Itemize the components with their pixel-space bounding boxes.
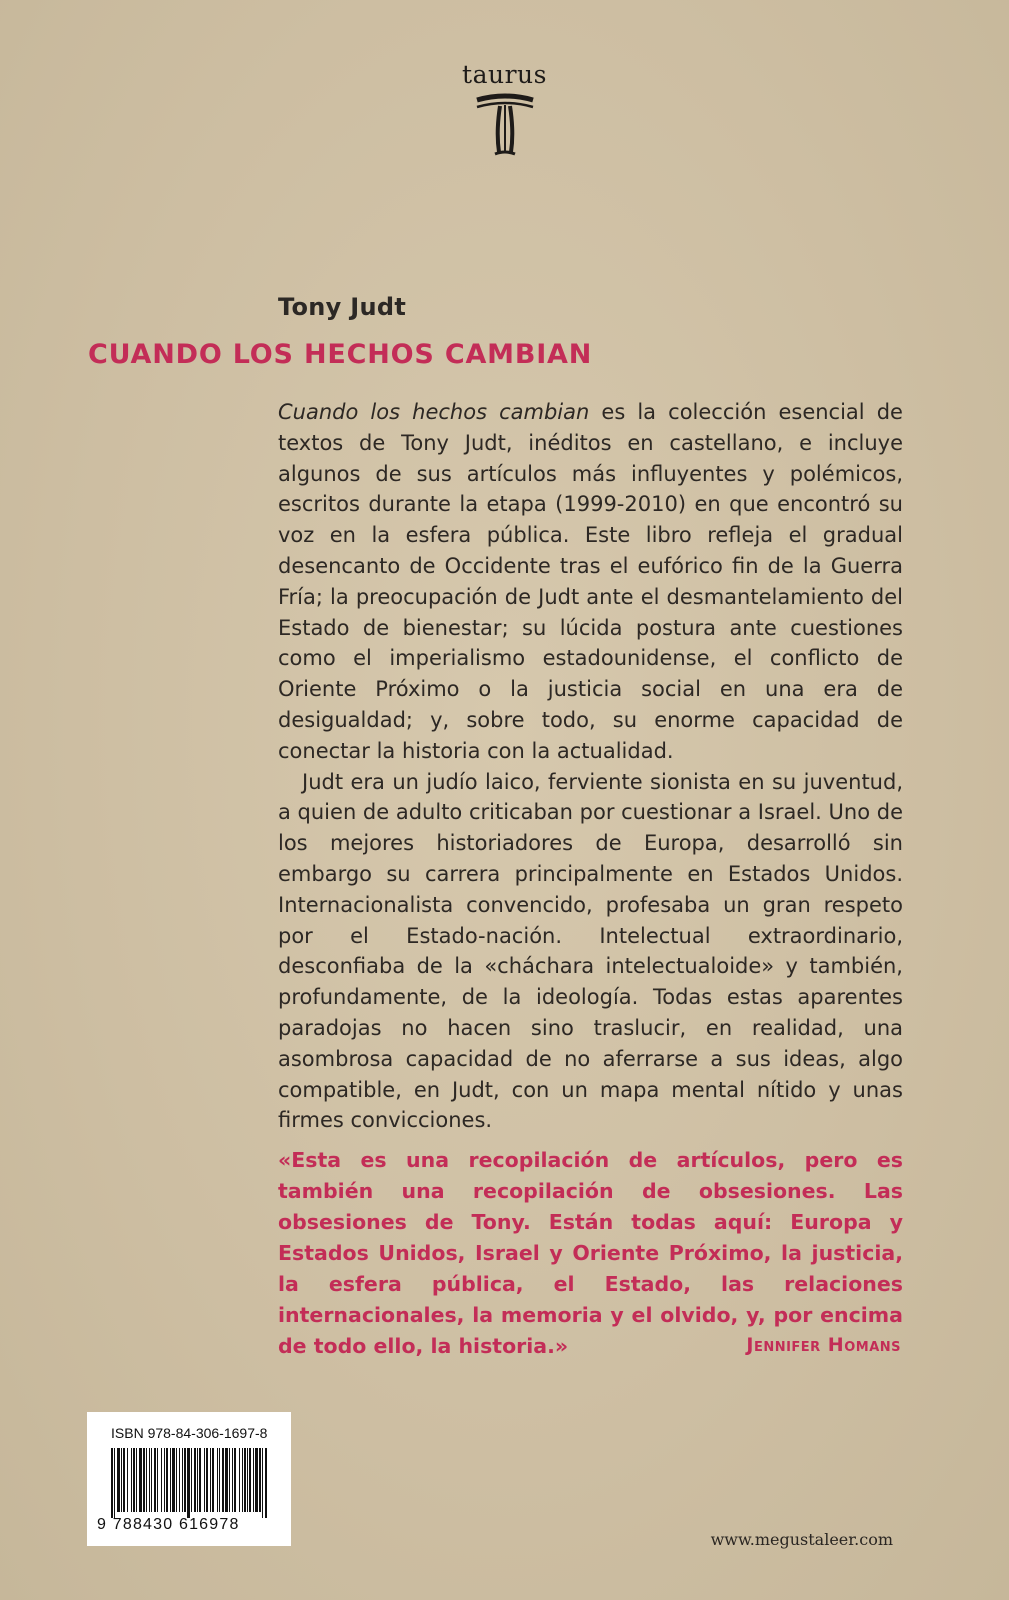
barcode-bar bbox=[232, 1448, 233, 1512]
quote-author: Jennifer Homans bbox=[746, 1334, 901, 1356]
barcode-bar bbox=[172, 1448, 175, 1512]
publisher-header bbox=[0, 60, 1009, 158]
barcode-bar bbox=[222, 1448, 224, 1512]
barcode-bar bbox=[151, 1448, 152, 1512]
barcode-bar bbox=[184, 1448, 186, 1512]
barcode-bar bbox=[133, 1448, 135, 1512]
barcode-bar bbox=[117, 1448, 120, 1512]
barcode-bar bbox=[176, 1448, 177, 1512]
website-url: www.megustaleer.com bbox=[710, 1530, 893, 1549]
barcode-bar bbox=[149, 1448, 150, 1512]
barcode-bar bbox=[234, 1448, 236, 1512]
barcode-bar bbox=[247, 1448, 248, 1512]
barcode-bar bbox=[217, 1448, 218, 1512]
isbn-barcode bbox=[87, 1412, 291, 1546]
barcode-bar bbox=[157, 1448, 158, 1512]
barcode-bar bbox=[139, 1448, 142, 1512]
barcode-bar bbox=[170, 1448, 171, 1512]
barcode-bar bbox=[206, 1448, 208, 1512]
publisher-name: taurus bbox=[462, 60, 547, 89]
barcode-bar bbox=[239, 1448, 240, 1512]
barcode-bar bbox=[194, 1448, 196, 1512]
synopsis-paragraph-1-text: es la colección esencial de textos de Tony Judt, inéditos en castellano, e incluye algunos de sus artículos más influyentes y polémicos, escritos durante la etapa (1999-2010) en que encontró su voz en la esfera pública. Este libro refleja el gradual desencanto de Occidente tras el eufórico fin de la Guerra Fría; la preocupación de Judt ante el desmantelamiento del Estado de bienestar; su lúcida postura ante cuestiones como el imperialismo estadounidense, el conflicto de Oriente Próximo o la justicia social en una era de desigualdad; y, sobre todo, su enorme capacidad de conectar la historia con la actualidad. bbox=[278, 400, 903, 763]
barcode-bar bbox=[262, 1448, 263, 1518]
barcode-bar bbox=[191, 1448, 192, 1512]
barcode-bar bbox=[229, 1448, 230, 1512]
barcode-bar bbox=[146, 1448, 147, 1512]
barcode-bar bbox=[187, 1448, 190, 1518]
publisher-logo-icon bbox=[474, 92, 536, 158]
review-quote: «Esta es una recopilación de artículos, pero es también una recopilación de obsesiones. Las obsesiones de Tony. Están todas aquí: Europa y Estados Unidos, Israel y Oriente Próximo, la justicia, la esfera pública, el Estado, las relaciones internacionales, la memoria y el olvido, y, por encima de todo ello, la historia.» bbox=[278, 1148, 903, 1358]
barcode-bar bbox=[154, 1448, 156, 1512]
synopsis-paragraph-1 bbox=[278, 397, 903, 767]
barcode-bar bbox=[255, 1448, 258, 1512]
barcode-bar bbox=[161, 1448, 162, 1512]
synopsis-paragraph-2: Judt era un judío laico, ferviente sionista en su juventud, a quien de adulto criticaban por cuestionar a Israel. Uno de los mejores historiadores de Europa, desarrolló sin embargo su carrera principalmente en Estados Unidos. Internacionalista convencido, profesaba un gran respeto por el Estado-nación. Intelectual extraordinario, desconfiaba de la «cháchara intelectualoide» y también, profundamente, de la ideología. Todas estas aparentes paradojas no hacen sino traslucir, en realidad, una asombrosa capacidad de no aferrarse a sus ideas, algo compatible, en Judt, con un mapa mental nítido y unas firmes convicciones. bbox=[278, 769, 903, 1133]
barcode-bar bbox=[123, 1448, 125, 1512]
author-name: Tony Judt bbox=[278, 293, 407, 321]
synopsis bbox=[278, 397, 903, 1136]
barcode-bar bbox=[121, 1448, 122, 1512]
barcode-bar bbox=[136, 1448, 137, 1512]
barcode-bar bbox=[249, 1448, 251, 1512]
book-title: CUANDO LOS HECHOS CAMBIAN bbox=[88, 339, 593, 370]
barcode-bar bbox=[225, 1448, 228, 1512]
barcode-bar bbox=[265, 1448, 267, 1518]
barcode-digits: 9 788430 616978 bbox=[97, 1516, 240, 1533]
barcode-bar bbox=[210, 1448, 211, 1512]
barcode-bar bbox=[127, 1448, 128, 1512]
barcode-bar bbox=[182, 1448, 183, 1512]
barcode-bar bbox=[143, 1448, 145, 1512]
barcode-bar bbox=[204, 1448, 205, 1512]
barcode-bar bbox=[197, 1448, 198, 1512]
barcode-bar bbox=[164, 1448, 165, 1512]
barcode-bar bbox=[244, 1448, 246, 1512]
barcode-bar bbox=[259, 1448, 261, 1512]
barcode-bar bbox=[242, 1448, 243, 1512]
barcode-bar bbox=[114, 1448, 115, 1518]
barcode-bar bbox=[212, 1448, 214, 1512]
barcode-bar bbox=[253, 1448, 254, 1512]
barcode-bar bbox=[199, 1448, 201, 1512]
isbn-label: ISBN 978-84-306-1697-8 bbox=[111, 1425, 268, 1441]
barcode-bar bbox=[111, 1448, 113, 1518]
barcode-bar bbox=[179, 1448, 180, 1512]
barcode-bar bbox=[166, 1448, 168, 1512]
barcode-bar bbox=[131, 1448, 132, 1512]
synopsis-title-italic: Cuando los hechos cambian bbox=[278, 400, 590, 424]
barcode-bar bbox=[219, 1448, 220, 1512]
